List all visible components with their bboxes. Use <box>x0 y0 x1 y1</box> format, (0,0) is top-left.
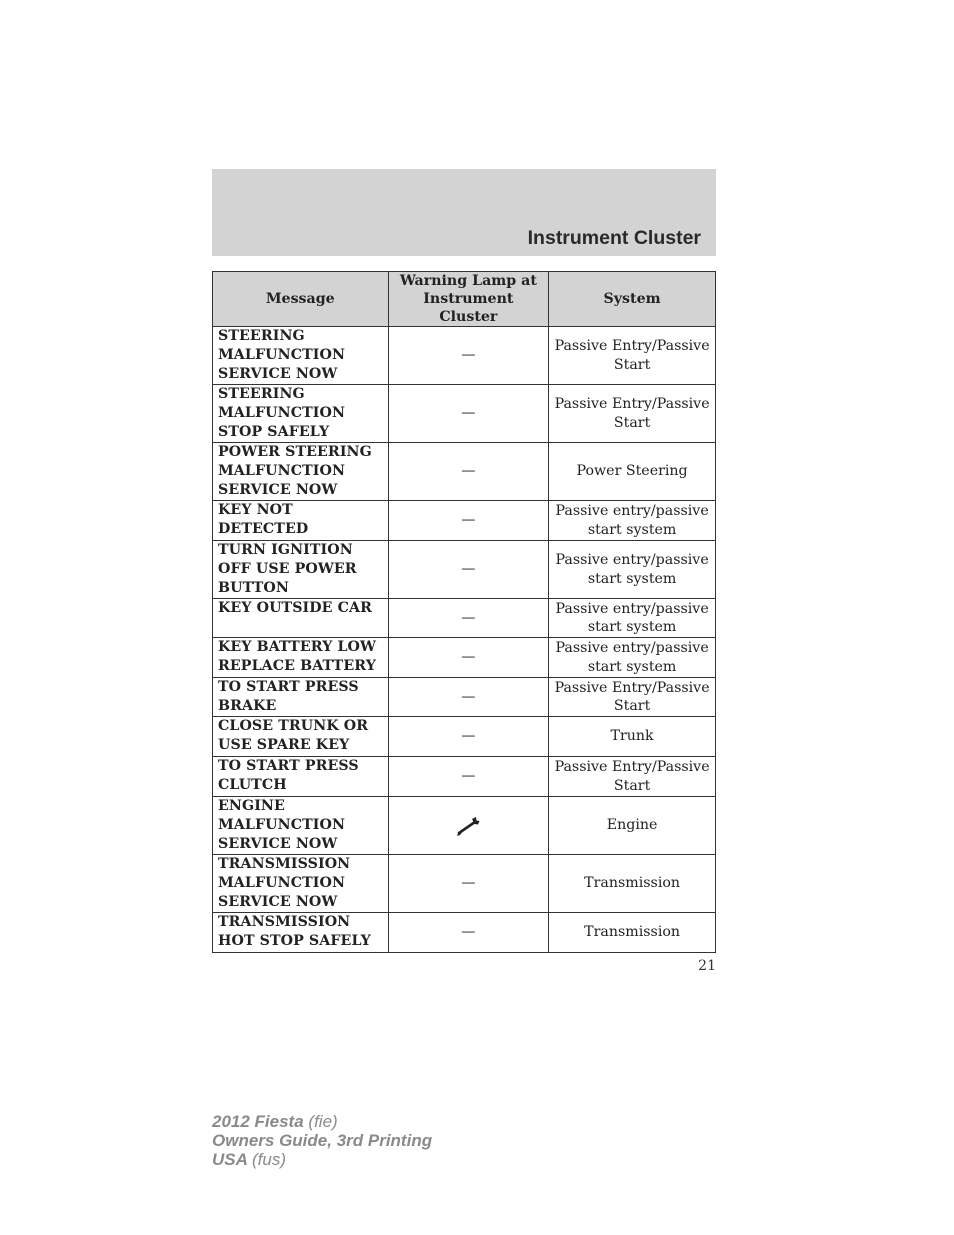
table-row <box>213 638 716 678</box>
system-cell: Transmission <box>549 855 716 913</box>
table-row <box>213 385 716 443</box>
table-row <box>213 913 716 953</box>
wrench-icon <box>453 815 483 837</box>
footer-market: USA <box>212 1150 248 1169</box>
table-row <box>213 501 716 541</box>
message-cell: KEY NOT DETECTED <box>213 501 389 541</box>
section-title: Instrument Cluster <box>527 227 701 249</box>
system-cell: Passive Entry/Passive Start <box>549 327 716 385</box>
table-row <box>213 757 716 797</box>
lamp-cell: — <box>388 717 549 757</box>
column-header-message: Message <box>213 272 389 327</box>
lamp-cell: — <box>388 638 549 678</box>
system-cell: Passive entry/passive start system <box>549 541 716 599</box>
lamp-cell: — <box>388 443 549 501</box>
footer-guide: Owners Guide, 3rd Printing <box>212 1131 433 1150</box>
column-header-warning-lamp: Warning Lamp at Instrument Cluster <box>388 272 549 327</box>
message-cell: STEERING MALFUNCTION STOP SAFELY <box>213 385 389 443</box>
message-cell: POWER STEERING MALFUNCTION SERVICE NOW <box>213 443 389 501</box>
table-row <box>213 797 716 855</box>
message-cell: KEY BATTERY LOW REPLACE BATTERY <box>213 638 389 678</box>
system-cell: Trunk <box>549 717 716 757</box>
system-cell: Passive Entry/Passive Start <box>549 678 716 717</box>
system-cell: Passive entry/passive start system <box>549 599 716 638</box>
message-cell: TO START PRESS BRAKE <box>213 678 389 717</box>
table-row <box>213 855 716 913</box>
section-header-band <box>212 169 716 256</box>
message-cell: TURN IGNITION OFF USE POWER BUTTON <box>213 541 389 599</box>
message-cell: KEY OUTSIDE CAR <box>213 599 389 638</box>
page-number: 21 <box>698 958 716 974</box>
system-cell: Passive Entry/Passive Start <box>549 757 716 797</box>
footer-market-code: (fus) <box>252 1150 286 1169</box>
system-cell: Passive Entry/Passive Start <box>549 385 716 443</box>
system-cell: Engine <box>549 797 716 855</box>
lamp-cell: — <box>388 385 549 443</box>
system-cell: Transmission <box>549 913 716 953</box>
message-cell: TO START PRESS CLUTCH <box>213 757 389 797</box>
lamp-cell: — <box>388 327 549 385</box>
lamp-cell: — <box>388 913 549 953</box>
table-row <box>213 327 716 385</box>
footer-publication-info <box>212 1112 432 1169</box>
table-row <box>213 717 716 757</box>
footer-model: 2012 Fiesta <box>212 1112 304 1131</box>
lamp-cell: — <box>388 599 549 638</box>
lamp-cell: — <box>388 541 549 599</box>
message-cell: TRANSMISSION MALFUNCTION SERVICE NOW <box>213 855 389 913</box>
table-row <box>213 599 716 638</box>
message-cell: CLOSE TRUNK OR USE SPARE KEY <box>213 717 389 757</box>
column-header-system: System <box>549 272 716 327</box>
system-cell: Passive entry/passive start system <box>549 501 716 541</box>
footer-model-code: (fie) <box>308 1112 338 1131</box>
message-cell: ENGINE MALFUNCTION SERVICE NOW <box>213 797 389 855</box>
table-row <box>213 678 716 717</box>
lamp-cell <box>388 797 549 855</box>
message-cell: TRANSMISSION HOT STOP SAFELY <box>213 913 389 953</box>
message-cell: STEERING MALFUNCTION SERVICE NOW <box>213 327 389 385</box>
lamp-cell: — <box>388 855 549 913</box>
lamp-cell: — <box>388 757 549 797</box>
lamp-cell: — <box>388 678 549 717</box>
system-cell: Power Steering <box>549 443 716 501</box>
system-cell: Passive entry/passive start system <box>549 638 716 678</box>
table-row <box>213 443 716 501</box>
lamp-cell: — <box>388 501 549 541</box>
message-table <box>212 271 716 953</box>
table-header-row <box>213 272 716 327</box>
table-row <box>213 541 716 599</box>
